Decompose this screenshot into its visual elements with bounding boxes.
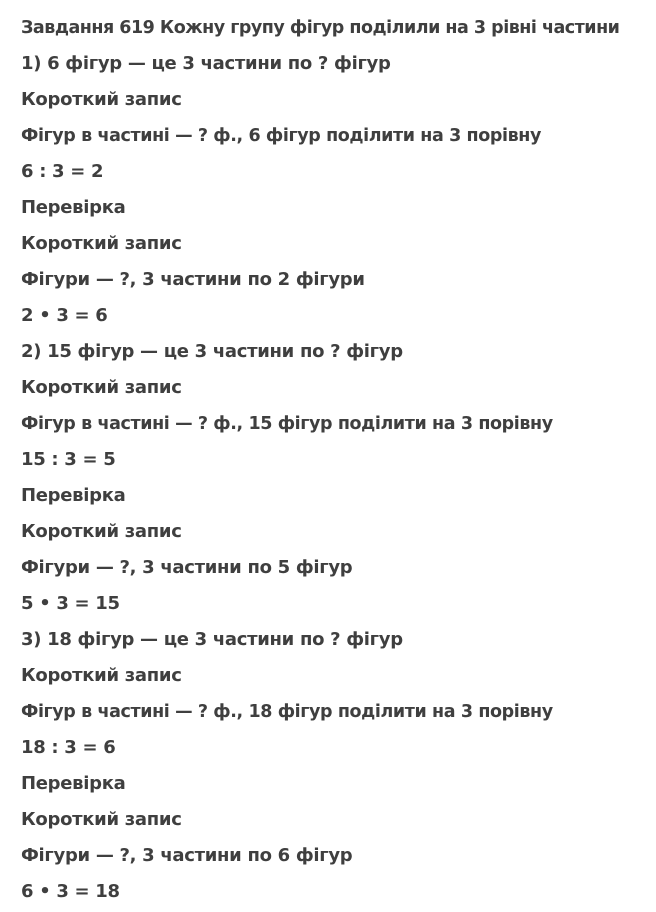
part-3-check-condition: Фігури — ?, 3 частини по 6 фігур xyxy=(21,845,353,866)
part-3-heading: 3) 18 фігур — це 3 частини по ? фігур xyxy=(21,629,403,650)
part-2-heading: 2) 15 фігур — це 3 частини по ? фігур xyxy=(21,341,403,362)
part-2-short-note-label: Короткий запис xyxy=(21,377,182,398)
part-3-check-equation: 6 • 3 = 18 xyxy=(21,881,120,902)
part-2-check-label: Перевірка xyxy=(21,485,126,506)
part-3-equation: 18 : 3 = 6 xyxy=(21,737,116,758)
part-2-equation: 15 : 3 = 5 xyxy=(21,449,116,470)
part-1-condition: Фігур в частині — ? ф., 6 фігур поділити на 3 порівну xyxy=(21,126,541,146)
part-1-heading: 1) 6 фігур — це 3 частини по ? фігур xyxy=(21,53,391,74)
part-3-short-note-label: Короткий запис xyxy=(21,665,182,686)
part-1-check-label: Перевірка xyxy=(21,197,126,218)
part-3-check-short-note-label: Короткий запис xyxy=(21,809,182,830)
part-1-check-equation: 2 • 3 = 6 xyxy=(21,305,108,326)
part-1-short-note-label: Короткий запис xyxy=(21,89,182,110)
part-1-equation: 6 : 3 = 2 xyxy=(21,161,104,182)
part-2-check-short-note-label: Короткий запис xyxy=(21,521,182,542)
part-2-condition: Фігур в частині — ? ф., 15 фігур поділити на 3 порівну xyxy=(21,414,553,434)
task-title: Завдання 619 Кожну групу фігур поділили на 3 рівні частини xyxy=(21,18,620,38)
part-3-condition: Фігур в частині — ? ф., 18 фігур поділити на 3 порівну xyxy=(21,702,553,722)
part-1-check-short-note-label: Короткий запис xyxy=(21,233,182,254)
part-3-check-label: Перевірка xyxy=(21,773,126,794)
part-2-check-condition: Фігури — ?, 3 частини по 5 фігур xyxy=(21,557,353,578)
part-2-check-equation: 5 • 3 = 15 xyxy=(21,593,120,614)
part-1-check-condition: Фігури — ?, 3 частини по 2 фігури xyxy=(21,269,365,290)
